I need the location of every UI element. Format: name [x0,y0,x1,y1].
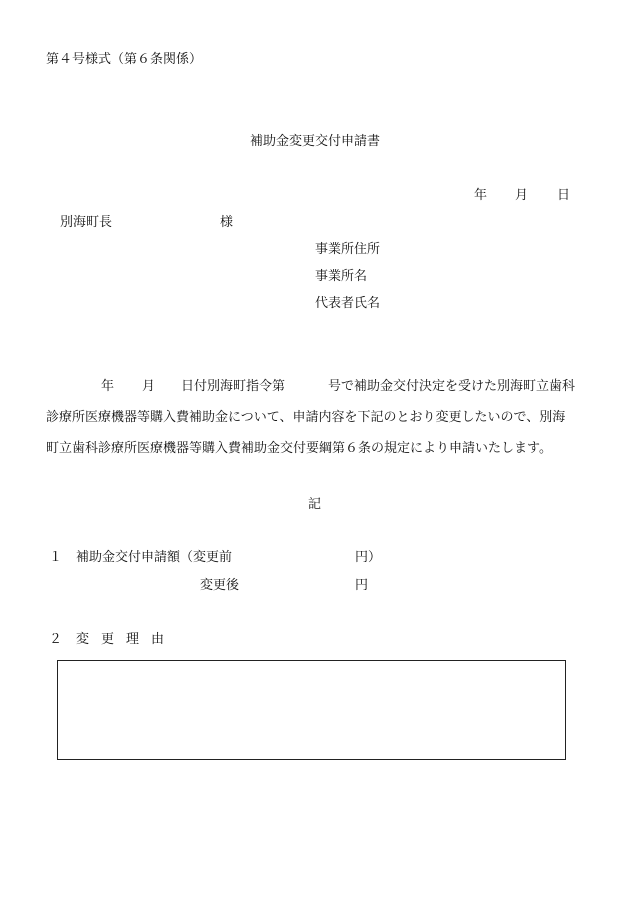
body-directive: 日付別海町指令第 [181,379,286,394]
form-number: 第４号様式（第６条関係） [46,52,203,67]
applicant-representative-label: 代表者氏名 [315,296,381,311]
body-line2: 診療所医療機器等購入費補助金について、申請内容を下記のとおり変更したいので、別海 [46,410,566,425]
item1-number: １ [49,550,63,565]
ki-label: 記 [308,497,322,512]
addressee-honorific: 様 [220,215,234,230]
document-title: 補助金変更交付申請書 [250,134,381,149]
body-month: 月 [142,379,156,394]
item1-after-unit: 円 [355,578,369,593]
change-reason-box[interactable] [57,660,566,760]
body-line1-end: 号で補助金交付決定を受けた別海町立歯科 [328,379,576,394]
item2-label: 変更理由 [76,632,177,647]
body-year: 年 [101,379,115,394]
applicant-office-label: 事業所名 [315,269,368,284]
date-month: 月 [515,188,529,203]
date-day: 日 [557,188,571,203]
addressee-name: 別海町長 [60,215,113,230]
item1-before-unit: 円） [355,550,382,565]
body-line3: 町立歯科診療所医療機器等購入費補助金交付要綱第６条の規定により申請いたします。 [46,441,552,456]
item2-number: ２ [49,632,63,647]
item1-label: 補助金交付申請額（変更前 [76,550,233,565]
date-year: 年 [474,188,488,203]
applicant-address-label: 事業所住所 [315,242,381,257]
item1-after-label: 変更後 [200,578,240,593]
